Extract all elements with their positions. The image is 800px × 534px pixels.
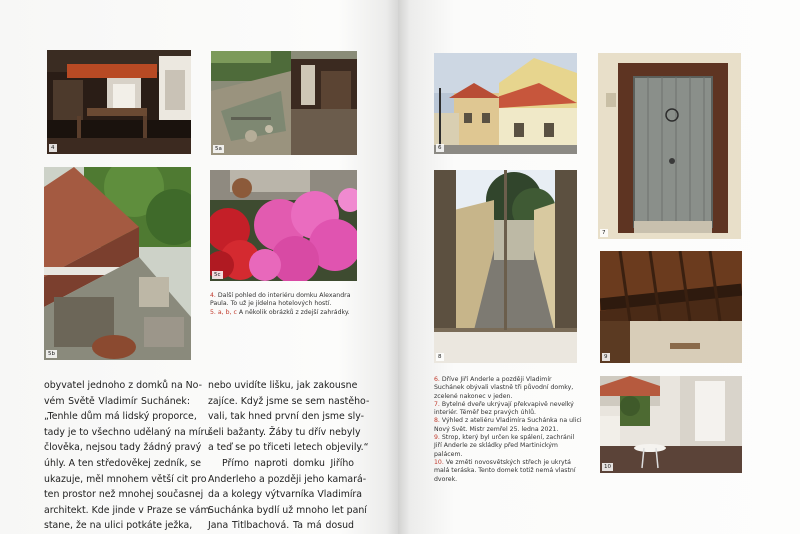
text-line: Přímo naproti domku Jiřího <box>222 457 354 469</box>
caption-number: 9. <box>434 434 440 442</box>
caption-text: Ve změti novosvětských střech je ukrytá malá teráska. Tento domek totiž nemá vlastní dvorek. <box>434 458 576 483</box>
left-caption <box>210 292 360 317</box>
caption-number: 5. a, b, c <box>210 308 237 316</box>
text-line: „Tenhle dům má lidský proporce, <box>44 411 197 423</box>
body-column-2 <box>208 378 370 534</box>
photo-number: 5a <box>215 146 222 152</box>
photo-number: 8 <box>438 354 442 360</box>
caption-9 <box>434 434 582 459</box>
text-line: ten prostor než mnohej současnej <box>44 489 204 501</box>
caption-4 <box>210 292 360 309</box>
caption-text: Výhled z ateliéru Vladimíra Suchánka na ulici Nový Svět. Mistr zemřel 25. ledna 2021. <box>434 417 582 433</box>
photo-5a-garden <box>211 51 357 155</box>
text-line: nebo uvidíte lišku, jak zakousne <box>208 380 358 391</box>
photo-number: 5c <box>214 272 221 278</box>
photo-5b-house <box>44 167 191 360</box>
photo-number: 7 <box>602 230 606 236</box>
caption-number: 8. <box>434 417 440 425</box>
text-line: stane, že na ulici potkáte ježka, <box>44 520 193 532</box>
caption-number: 7. <box>434 400 440 408</box>
text-line: a teď se po třiceti letech objevily.“ <box>208 442 369 454</box>
text-line: vali, tak hned první den jsme sly- <box>208 411 365 423</box>
text-line: vém Světě Vladimír Suchánek: <box>44 395 190 407</box>
photo-9-ceiling <box>600 251 742 363</box>
text-line: Suchánka bydlí už mnoho let paní <box>208 504 367 516</box>
photo-7-door <box>598 53 741 239</box>
caption-text: Dříve Jiří Anderle a později Vladimír Suchánek obývali vlastně tři původní domky, zcelené nakonec v jeden. <box>434 376 574 400</box>
caption-text: Bytelné dveře ukrývají překvapivě nevelký interiér. Téměř bez pravých úhlů. <box>434 400 574 417</box>
photo-6-street <box>434 53 577 154</box>
photo-number: 6 <box>438 145 442 151</box>
text-line: člověka, nejsou tady žádný pravý <box>44 442 202 454</box>
caption-5 <box>210 309 360 317</box>
photo-10-terrace <box>600 376 742 473</box>
body-column-1 <box>44 378 211 534</box>
caption-8 <box>434 417 582 434</box>
photo-4-interior <box>47 50 191 154</box>
text-line: architekt. Kde jinde v Praze se vám <box>44 504 210 516</box>
caption-text: Další pohled do interiéru domku Alexandra Paula. To už je jídelna hotelových hostí. <box>210 292 351 308</box>
photo-number: 10 <box>604 464 611 470</box>
caption-text: Strop, který byl určen ke spálení, zachránil Jiří Anderle ze skládky před Martinickým palácem. <box>434 434 575 458</box>
text-line: obyvatel jednoho z domků na No- <box>44 380 202 391</box>
left-page <box>0 0 398 534</box>
photo-5c-azaleas <box>210 170 357 281</box>
text-line: šeli bažanty. Žáby tu dřív nebyly <box>208 426 361 438</box>
photo-8-window-view <box>434 170 577 363</box>
photo-number: 4 <box>51 145 55 151</box>
text-line: tady je to všechno udělaný na míru <box>44 426 211 438</box>
caption-6 <box>434 376 582 401</box>
caption-10 <box>434 459 582 484</box>
text-line: Anderleho a později jeho kamará- <box>208 473 367 485</box>
photo-number: 5b <box>48 351 55 357</box>
text-line: zajíce. Když jsme se sem nastěho- <box>208 395 370 407</box>
text-line: úhly. A ten středověkej zedník, se <box>44 457 202 469</box>
text-line: ukazuje, měl mnohem větší cit pro <box>44 473 207 485</box>
caption-number: 10. <box>434 458 444 466</box>
caption-number: 4. <box>210 292 216 299</box>
photo-number: 9 <box>604 354 608 360</box>
right-caption <box>434 376 582 484</box>
caption-7 <box>434 401 582 418</box>
right-page <box>398 0 800 534</box>
text-line: da a kolegy výtvarníka Vladimíra <box>208 489 363 501</box>
text-line: Jana Titlbachová. Ta má dosud <box>208 520 354 532</box>
caption-number: 6. <box>434 376 440 383</box>
caption-text: A několik obrázků z zdejší zahrádky. <box>238 308 350 316</box>
